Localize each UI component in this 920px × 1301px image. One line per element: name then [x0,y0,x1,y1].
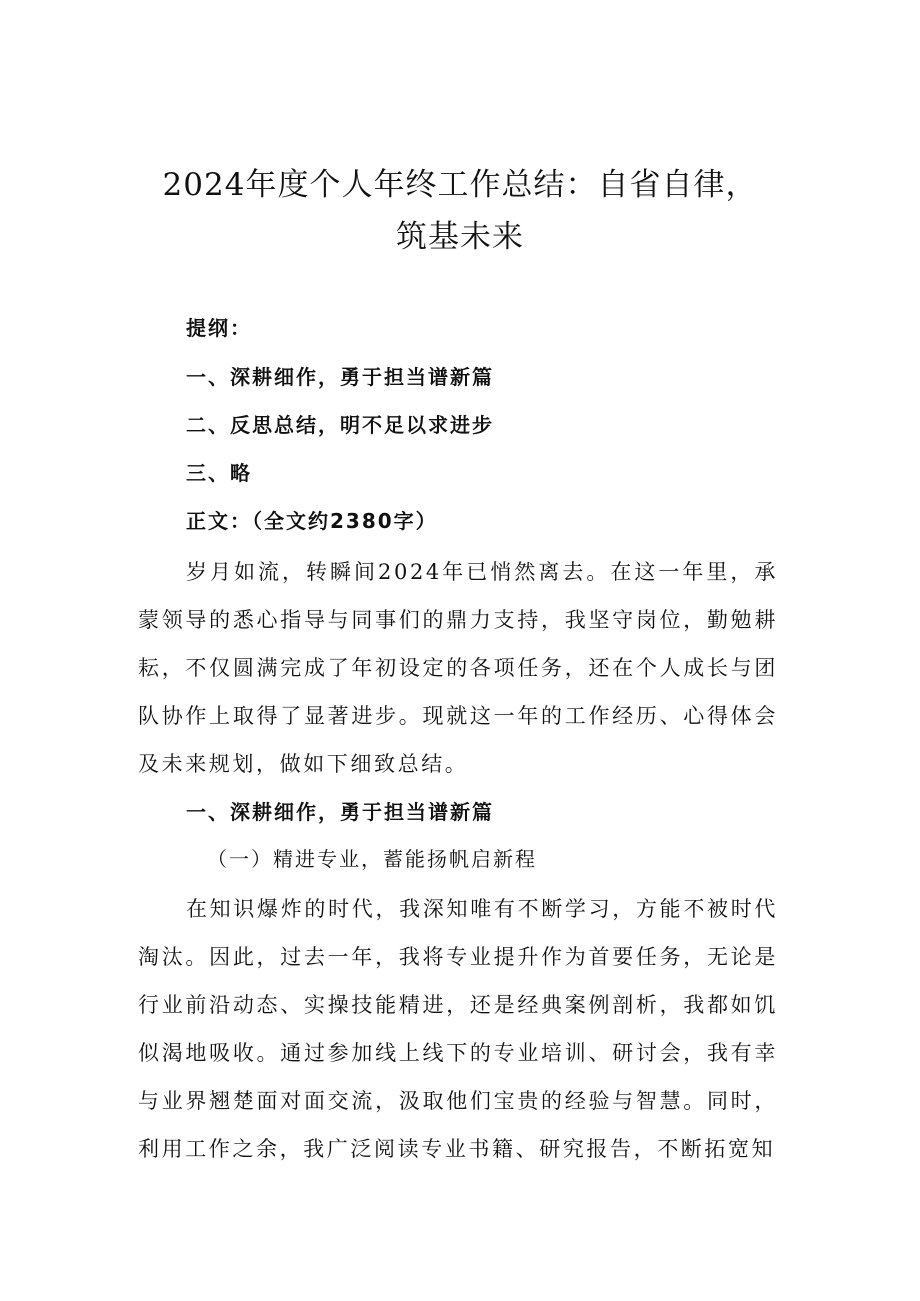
document-title-line-2: 筑基未来 [396,219,524,255]
document-title-line-1: 2024年度个人年终工作总结：自省自律， [162,167,758,203]
outline-item-2: 二、反思总结，明不足以求进步 [186,413,494,437]
subsection-1-heading: （一）精进专业，蓄能扬帆启新程 [207,847,537,871]
body-label: 正文：（全文约2380字） [186,509,438,533]
subsection-1-paragraph: 在知识爆炸的时代，我深知唯有不断学习，方能不被时代淘汰。因此，过去一年，我将专业提升作为首要任务，无论是行业前沿动态、实操技能精进，还是经典案例剖析，我都如饥似渴地吸收。通过参加线上线下的专业培训、研讨会，我有幸与业界翘楚面对面交流，汲取他们宝贵的经验与智慧。同时，利用工作之余，我广泛阅读专业书籍、研究报告，不断拓宽知 [138,897,778,1161]
outline-item-1: 一、深耕细作，勇于担当谱新篇 [186,365,494,389]
outline-label: 提纲： [186,316,252,340]
outline-item-3: 三、略 [186,461,252,485]
intro-paragraph: 岁月如流，转瞬间2024年已悄然离去。在这一年里，承蒙领导的悉心指导与同事们的鼎力支持，我坚守岗位，勤勉耕耘，不仅圆满完成了年初设定的各项任务，还在个人成长与团队协作上取得了显著进步。现就这一年的工作经历、心得体会及未来规划，做如下细致总结。 [138,560,778,776]
section-1-heading: 一、深耕细作，勇于担当谱新篇 [186,800,494,824]
